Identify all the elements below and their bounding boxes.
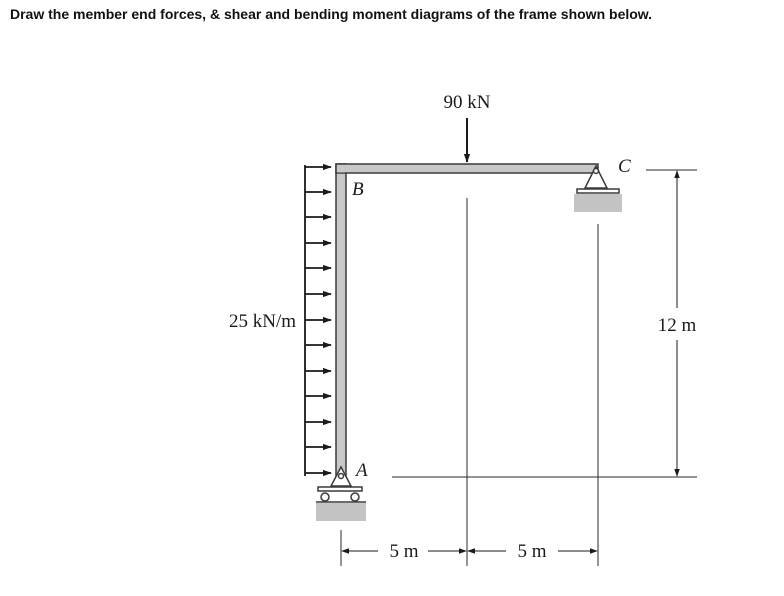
support-pin [339,474,344,479]
roller-plate [318,487,362,491]
column-ab [336,164,346,476]
ground-hatch [574,194,622,212]
distributed-load-label: 25 kN/m [228,311,296,332]
node-label-c: C [618,156,631,177]
support-plate [577,189,619,193]
joint-b-fill [338,166,345,173]
support-pin [594,169,599,174]
beam-bc [336,164,598,173]
roller-wheel [321,493,329,501]
dim-label-left: 5 m [389,541,419,562]
dim-label-right: 5 m [517,541,547,562]
node-label-a: A [356,460,368,481]
node-label-b: B [352,179,364,200]
ground-hatch [316,503,366,521]
dimension-lines [341,170,697,566]
dim-label-height: 12 m [657,315,697,336]
distributed-load [305,165,331,476]
point-load [444,92,491,162]
roller-wheel [351,493,359,501]
point-load-label: 90 kN [443,92,491,113]
problem-statement: Draw the member end forces, & shear and bending moment diagrams of the frame shown below. [10,6,653,22]
